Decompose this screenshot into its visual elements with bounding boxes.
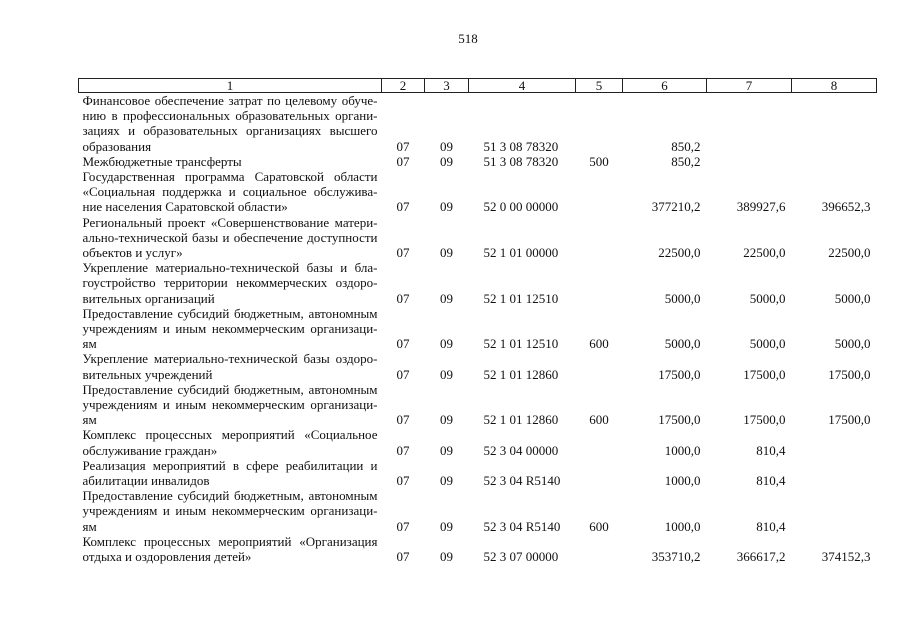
section-cell: 07 <box>396 473 410 489</box>
expense-type-cell: 600 <box>589 518 609 534</box>
target-article-cell: 52 1 01 12860 <box>483 366 559 382</box>
amount-year3-cell <box>792 488 877 534</box>
target-article-cell: 52 0 00 00000 <box>483 199 559 215</box>
description-line: ально-технической базы и обеспечение доступности <box>82 229 378 245</box>
table-row <box>79 215 877 261</box>
table-row <box>79 154 877 169</box>
table-row <box>79 427 877 457</box>
description-line: ние населения Саратовской области» <box>82 199 288 215</box>
section-cell: 07 <box>396 245 410 261</box>
column-header: 3 <box>425 79 469 93</box>
amount-year2-cell <box>707 154 792 169</box>
table-row <box>79 351 877 381</box>
description-line: «Социальная поддержка и социальное обслужива- <box>82 184 378 200</box>
amount-year3-cell: 5000,0 <box>834 336 871 352</box>
amount-year2-cell: 17500,0 <box>743 412 786 428</box>
target-article-cell: 52 3 04 R5140 <box>483 473 561 489</box>
description-cell <box>79 169 382 215</box>
description-line: ям <box>82 412 97 428</box>
description-line: образования <box>82 138 152 154</box>
column-header: 2 <box>382 79 425 93</box>
section-cell: 07 <box>396 518 410 534</box>
expense-type-cell: 600 <box>589 336 609 352</box>
subsection-cell: 09 <box>440 290 453 306</box>
description-line: Региональный проект «Совершенствование матери- <box>82 214 378 230</box>
expense-type-cell: 600 <box>589 412 609 428</box>
amount-year1-cell: 17500,0 <box>658 412 701 428</box>
expense-type-cell <box>576 260 623 306</box>
subsection-cell: 09 <box>440 336 453 352</box>
section-cell: 07 <box>396 199 410 215</box>
amount-year3-cell <box>792 93 877 154</box>
description-cell <box>79 306 382 352</box>
amount-year2-cell: 22500,0 <box>743 245 786 261</box>
description-line: обслуживание граждан» <box>82 442 218 458</box>
amount-year1-cell: 850,2 <box>671 138 701 154</box>
description-line: ям <box>82 518 97 534</box>
expense-type-cell <box>576 93 623 154</box>
target-article-cell: 51 3 08 78320 <box>483 153 559 169</box>
description-line: Предоставление субсидий бюджетным, автономным <box>82 305 378 321</box>
section-cell: 07 <box>396 138 410 154</box>
expense-type-cell <box>576 215 623 261</box>
amount-year1-cell: 353710,2 <box>651 549 701 565</box>
description-line: Укрепление материально-технической базы оздоро- <box>82 351 378 367</box>
column-header: 1 <box>79 79 382 93</box>
target-article-cell: 52 3 07 00000 <box>483 549 559 565</box>
amount-year2-cell: 389927,6 <box>736 199 786 215</box>
table-row <box>79 306 877 352</box>
description-cell <box>79 215 382 261</box>
description-line: нию в профессиональных образовательных органи- <box>82 108 378 124</box>
amount-year1-cell: 5000,0 <box>664 336 701 352</box>
section-cell: 07 <box>396 442 410 458</box>
description-cell <box>79 534 382 564</box>
amount-year3-cell: 17500,0 <box>828 412 871 428</box>
target-article-cell: 52 3 04 R5140 <box>483 518 561 534</box>
amount-year3-cell: 22500,0 <box>828 245 871 261</box>
section-cell: 07 <box>396 412 410 428</box>
description-line: Реализация мероприятий в сфере реабилитации и <box>82 457 378 473</box>
description-cell <box>79 427 382 457</box>
subsection-cell: 09 <box>440 199 453 215</box>
section-cell: 07 <box>396 366 410 382</box>
column-header: 5 <box>576 79 623 93</box>
amount-year2-cell: 17500,0 <box>743 366 786 382</box>
table-row <box>79 260 877 306</box>
amount-year2-cell: 810,4 <box>756 442 786 458</box>
subsection-cell: 09 <box>440 412 453 428</box>
description-line: зациях и образовательных организациях высшего <box>82 123 378 139</box>
description-line: Предоставление субсидий бюджетным, автономным <box>82 488 378 504</box>
description-line: учреждениям и иным некоммерческим организаци- <box>82 321 378 337</box>
section-cell: 07 <box>396 290 410 306</box>
description-line: Укрепление материально-технической базы и бла- <box>82 260 378 276</box>
subsection-cell: 09 <box>440 138 453 154</box>
description-line: учреждениям и иным некоммерческим организаци- <box>82 397 378 413</box>
amount-year3-cell: 17500,0 <box>828 366 871 382</box>
expense-type-cell <box>576 427 623 457</box>
column-header: 8 <box>792 79 877 93</box>
amount-year2-cell: 366617,2 <box>736 549 786 565</box>
column-header: 4 <box>469 79 576 93</box>
amount-year1-cell: 377210,2 <box>651 199 701 215</box>
column-header: 7 <box>707 79 792 93</box>
table-row <box>79 93 877 154</box>
amount-year2-cell: 810,4 <box>756 473 786 489</box>
expense-type-cell <box>576 169 623 215</box>
table-row <box>79 169 877 215</box>
target-article-cell: 52 1 01 00000 <box>483 245 559 261</box>
expense-type-cell <box>576 458 623 488</box>
table-row <box>79 534 877 564</box>
expense-type-cell <box>576 534 623 564</box>
subsection-cell: 09 <box>440 473 453 489</box>
description-line: абилитации инвалидов <box>82 473 210 489</box>
description-cell <box>79 93 382 154</box>
amount-year2-cell <box>707 93 792 154</box>
description-cell <box>79 382 382 428</box>
description-line: отдыха и оздоровления детей» <box>82 549 252 565</box>
amount-year3-cell <box>792 154 877 169</box>
target-article-cell: 51 3 08 78320 <box>483 138 559 154</box>
amount-year1-cell: 1000,0 <box>664 442 701 458</box>
target-article-cell: 52 3 04 00000 <box>483 442 559 458</box>
section-cell: 07 <box>396 153 410 169</box>
amount-year3-cell: 374152,3 <box>821 549 871 565</box>
description-line: вительных учреждений <box>82 366 213 382</box>
expense-type-cell <box>576 351 623 381</box>
section-cell: 07 <box>396 336 410 352</box>
subsection-cell: 09 <box>440 549 453 565</box>
subsection-cell: 09 <box>440 442 453 458</box>
budget-table <box>78 78 877 564</box>
table-row <box>79 458 877 488</box>
amount-year3-cell <box>792 427 877 457</box>
description-line: Межбюджетные трансферты <box>82 153 242 169</box>
description-cell <box>79 260 382 306</box>
description-line: учреждениям и иным некоммерческим организаци- <box>82 503 378 519</box>
description-line: Комплекс процессных мероприятий «Социальное <box>82 427 378 443</box>
subsection-cell: 09 <box>440 366 453 382</box>
subsection-cell: 09 <box>440 153 453 169</box>
subsection-cell: 09 <box>440 518 453 534</box>
section-cell: 07 <box>396 549 410 565</box>
description-line: Предоставление субсидий бюджетным, автономным <box>82 381 378 397</box>
table-row <box>79 382 877 428</box>
description-line: Финансовое обеспечение затрат по целевому обуче- <box>82 93 378 108</box>
table-row <box>79 488 877 534</box>
amount-year2-cell: 5000,0 <box>749 290 786 306</box>
amount-year1-cell: 5000,0 <box>664 290 701 306</box>
description-cell <box>79 488 382 534</box>
expense-type-cell: 500 <box>589 153 609 169</box>
description-line: вительных организаций <box>82 290 215 306</box>
description-line: объектов и услуг» <box>82 245 183 261</box>
amount-year1-cell: 17500,0 <box>658 366 701 382</box>
amount-year1-cell: 1000,0 <box>664 518 701 534</box>
target-article-cell: 52 1 01 12510 <box>483 336 559 352</box>
description-line: ям <box>82 336 97 352</box>
description-cell <box>79 458 382 488</box>
amount-year1-cell: 850,2 <box>671 153 701 169</box>
amount-year2-cell: 5000,0 <box>749 336 786 352</box>
target-article-cell: 52 1 01 12860 <box>483 412 559 428</box>
amount-year3-cell <box>792 458 877 488</box>
amount-year3-cell: 396652,3 <box>821 199 871 215</box>
description-cell <box>79 154 382 169</box>
description-line: Комплекс процессных мероприятий «Организация <box>82 533 378 549</box>
subsection-cell: 09 <box>440 245 453 261</box>
description-line: Государственная программа Саратовской области <box>82 169 378 185</box>
column-header: 6 <box>623 79 707 93</box>
target-article-cell: 52 1 01 12510 <box>483 290 559 306</box>
amount-year1-cell: 22500,0 <box>658 245 701 261</box>
amount-year3-cell: 5000,0 <box>834 290 871 306</box>
amount-year1-cell: 1000,0 <box>664 473 701 489</box>
header-row <box>79 79 877 93</box>
description-cell <box>79 351 382 381</box>
amount-year2-cell: 810,4 <box>756 518 786 534</box>
page-number: 518 <box>458 31 478 46</box>
description-line: гоустройство территории некоммерческих оздоро- <box>82 275 378 291</box>
